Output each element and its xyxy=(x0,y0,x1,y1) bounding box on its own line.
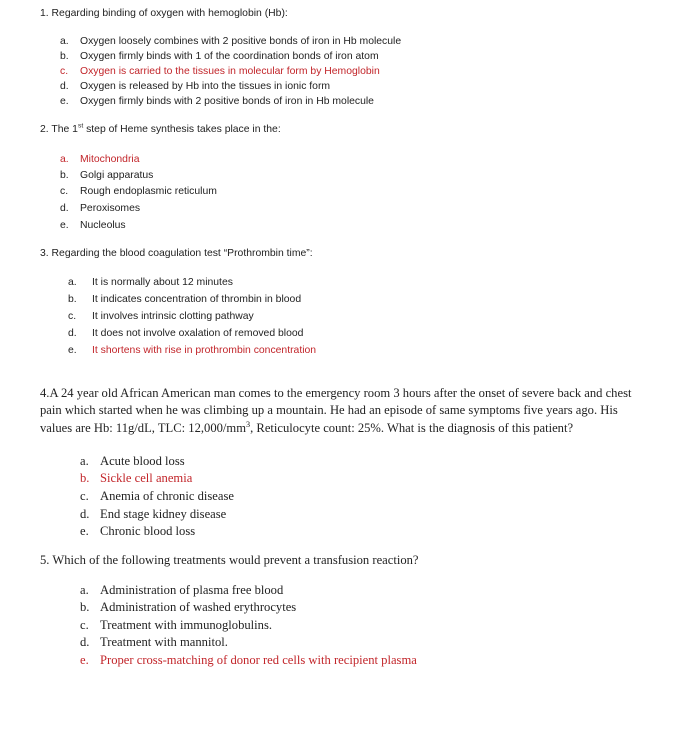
option-text: Rough endoplasmic reticulum xyxy=(80,186,217,197)
option-text: Oxygen firmly binds with 2 positive bonds of iron in Hb molecule xyxy=(80,96,374,107)
option-text: It shortens with rise in prothrombin concentration xyxy=(92,345,317,356)
option-text: Acute blood loss xyxy=(100,454,185,468)
option-text: Golgi apparatus xyxy=(80,170,154,181)
option-letter: e. xyxy=(60,96,69,107)
q1-option-e xyxy=(60,96,374,107)
option-letter: d. xyxy=(60,203,69,214)
superscript: 3 xyxy=(246,419,251,429)
option-letter: d. xyxy=(80,507,90,521)
q5-option-e-answer xyxy=(80,653,417,668)
option-text: Oxygen is carried to the tissues in molecular form by Hemoglobin xyxy=(80,66,380,77)
q3-option-b xyxy=(68,294,301,305)
option-text: Anemia of chronic disease xyxy=(100,489,234,503)
option-letter: a. xyxy=(80,583,89,597)
option-letter: e. xyxy=(80,524,89,538)
option-text: It does not involve oxalation of removed blood xyxy=(92,328,304,339)
q3-option-c xyxy=(68,311,254,322)
q2-option-b xyxy=(60,170,153,181)
option-text: It involves intrinsic clotting pathway xyxy=(92,311,254,322)
q2-option-a-answer xyxy=(60,154,140,165)
option-letter: d. xyxy=(60,81,69,92)
option-letter: b. xyxy=(60,51,69,62)
stem-text: 4.A 24 year old African American man comes to the emergency room 3 hours after the onset of severe back and chest pain which started when he was climbing up a mountain. He had an episode of same symptoms five years ago. His values are Hb: 11g/dL, TLC: 12,000/mm xyxy=(40,385,632,435)
option-text: It indicates concentration of thrombin in blood xyxy=(92,294,302,305)
option-letter: b. xyxy=(68,294,77,305)
option-text: Nucleolus xyxy=(80,220,126,231)
question-1-stem: 1. Regarding binding of oxygen with hemoglobin (Hb): xyxy=(40,8,288,19)
option-letter: c. xyxy=(80,489,89,503)
option-text: Oxygen loosely combines with 2 positive bonds of iron in Hb molecule xyxy=(80,36,402,47)
option-letter: a. xyxy=(60,154,69,165)
option-text: It is normally about 12 minutes xyxy=(92,277,233,288)
option-text: Peroxisomes xyxy=(80,203,141,214)
stem-text: 2. The 1 xyxy=(40,124,78,135)
q4-option-b-answer xyxy=(80,471,192,486)
option-text: Treatment with immunoglobulins. xyxy=(100,618,273,632)
question-4-stem xyxy=(40,385,648,438)
q5-option-c xyxy=(80,618,272,633)
option-letter: c. xyxy=(60,66,69,77)
option-letter: b. xyxy=(60,170,69,181)
question-5-stem: 5. Which of the following treatments would prevent a transfusion reaction? xyxy=(40,553,419,567)
option-letter: d. xyxy=(68,328,77,339)
q3-option-d xyxy=(68,328,303,339)
q2-option-e xyxy=(60,220,126,231)
option-letter: b. xyxy=(80,600,90,614)
option-text: Treatment with mannitol. xyxy=(100,635,228,649)
option-letter: e. xyxy=(68,345,77,356)
option-letter: e. xyxy=(60,220,69,231)
option-text: End stage kidney disease xyxy=(100,507,227,521)
option-letter: e. xyxy=(80,653,89,667)
q2-option-d xyxy=(60,203,140,214)
option-text: Administration of plasma free blood xyxy=(100,583,284,597)
q5-option-a xyxy=(80,583,283,598)
q3-option-a xyxy=(68,277,233,288)
q4-option-d xyxy=(80,507,226,522)
option-letter: a. xyxy=(80,454,89,468)
q4-option-a xyxy=(80,454,185,469)
option-text: Oxygen firmly binds with 1 of the coordination bonds of iron atom xyxy=(80,51,379,62)
option-text: Chronic blood loss xyxy=(100,524,196,538)
q1-option-c-answer xyxy=(60,66,380,77)
q3-option-e-answer xyxy=(68,345,316,356)
q1-option-a xyxy=(60,36,401,47)
option-text: Proper cross-matching of donor red cells with recipient plasma xyxy=(100,653,417,667)
option-text: Mitochondria xyxy=(80,154,140,165)
q1-option-d xyxy=(60,81,330,92)
option-letter: a. xyxy=(68,277,77,288)
q5-option-b xyxy=(80,600,296,615)
option-letter: b. xyxy=(80,471,90,485)
option-text: Administration of washed erythrocytes xyxy=(100,600,297,614)
q1-option-b xyxy=(60,51,379,62)
option-letter: a. xyxy=(60,36,69,47)
q4-option-e xyxy=(80,524,195,539)
stem-text: , Reticulocyte count: 25%. What is the diagnosis of this patient? xyxy=(250,420,574,435)
option-text: Oxygen is released by Hb into the tissues in ionic form xyxy=(80,81,331,92)
option-letter: d. xyxy=(80,635,90,649)
q4-option-c xyxy=(80,489,234,504)
stem-text: step of Heme synthesis takes place in the: xyxy=(83,124,281,135)
option-letter: c. xyxy=(68,311,77,322)
option-text: Sickle cell anemia xyxy=(100,471,193,485)
superscript: st xyxy=(77,122,84,130)
option-letter: c. xyxy=(60,186,69,197)
q5-option-d xyxy=(80,635,228,650)
question-3-stem: 3. Regarding the blood coagulation test “Prothrombin time”: xyxy=(40,248,313,259)
option-letter: c. xyxy=(80,618,89,632)
question-2-stem xyxy=(40,124,281,135)
q2-option-c xyxy=(60,186,217,197)
